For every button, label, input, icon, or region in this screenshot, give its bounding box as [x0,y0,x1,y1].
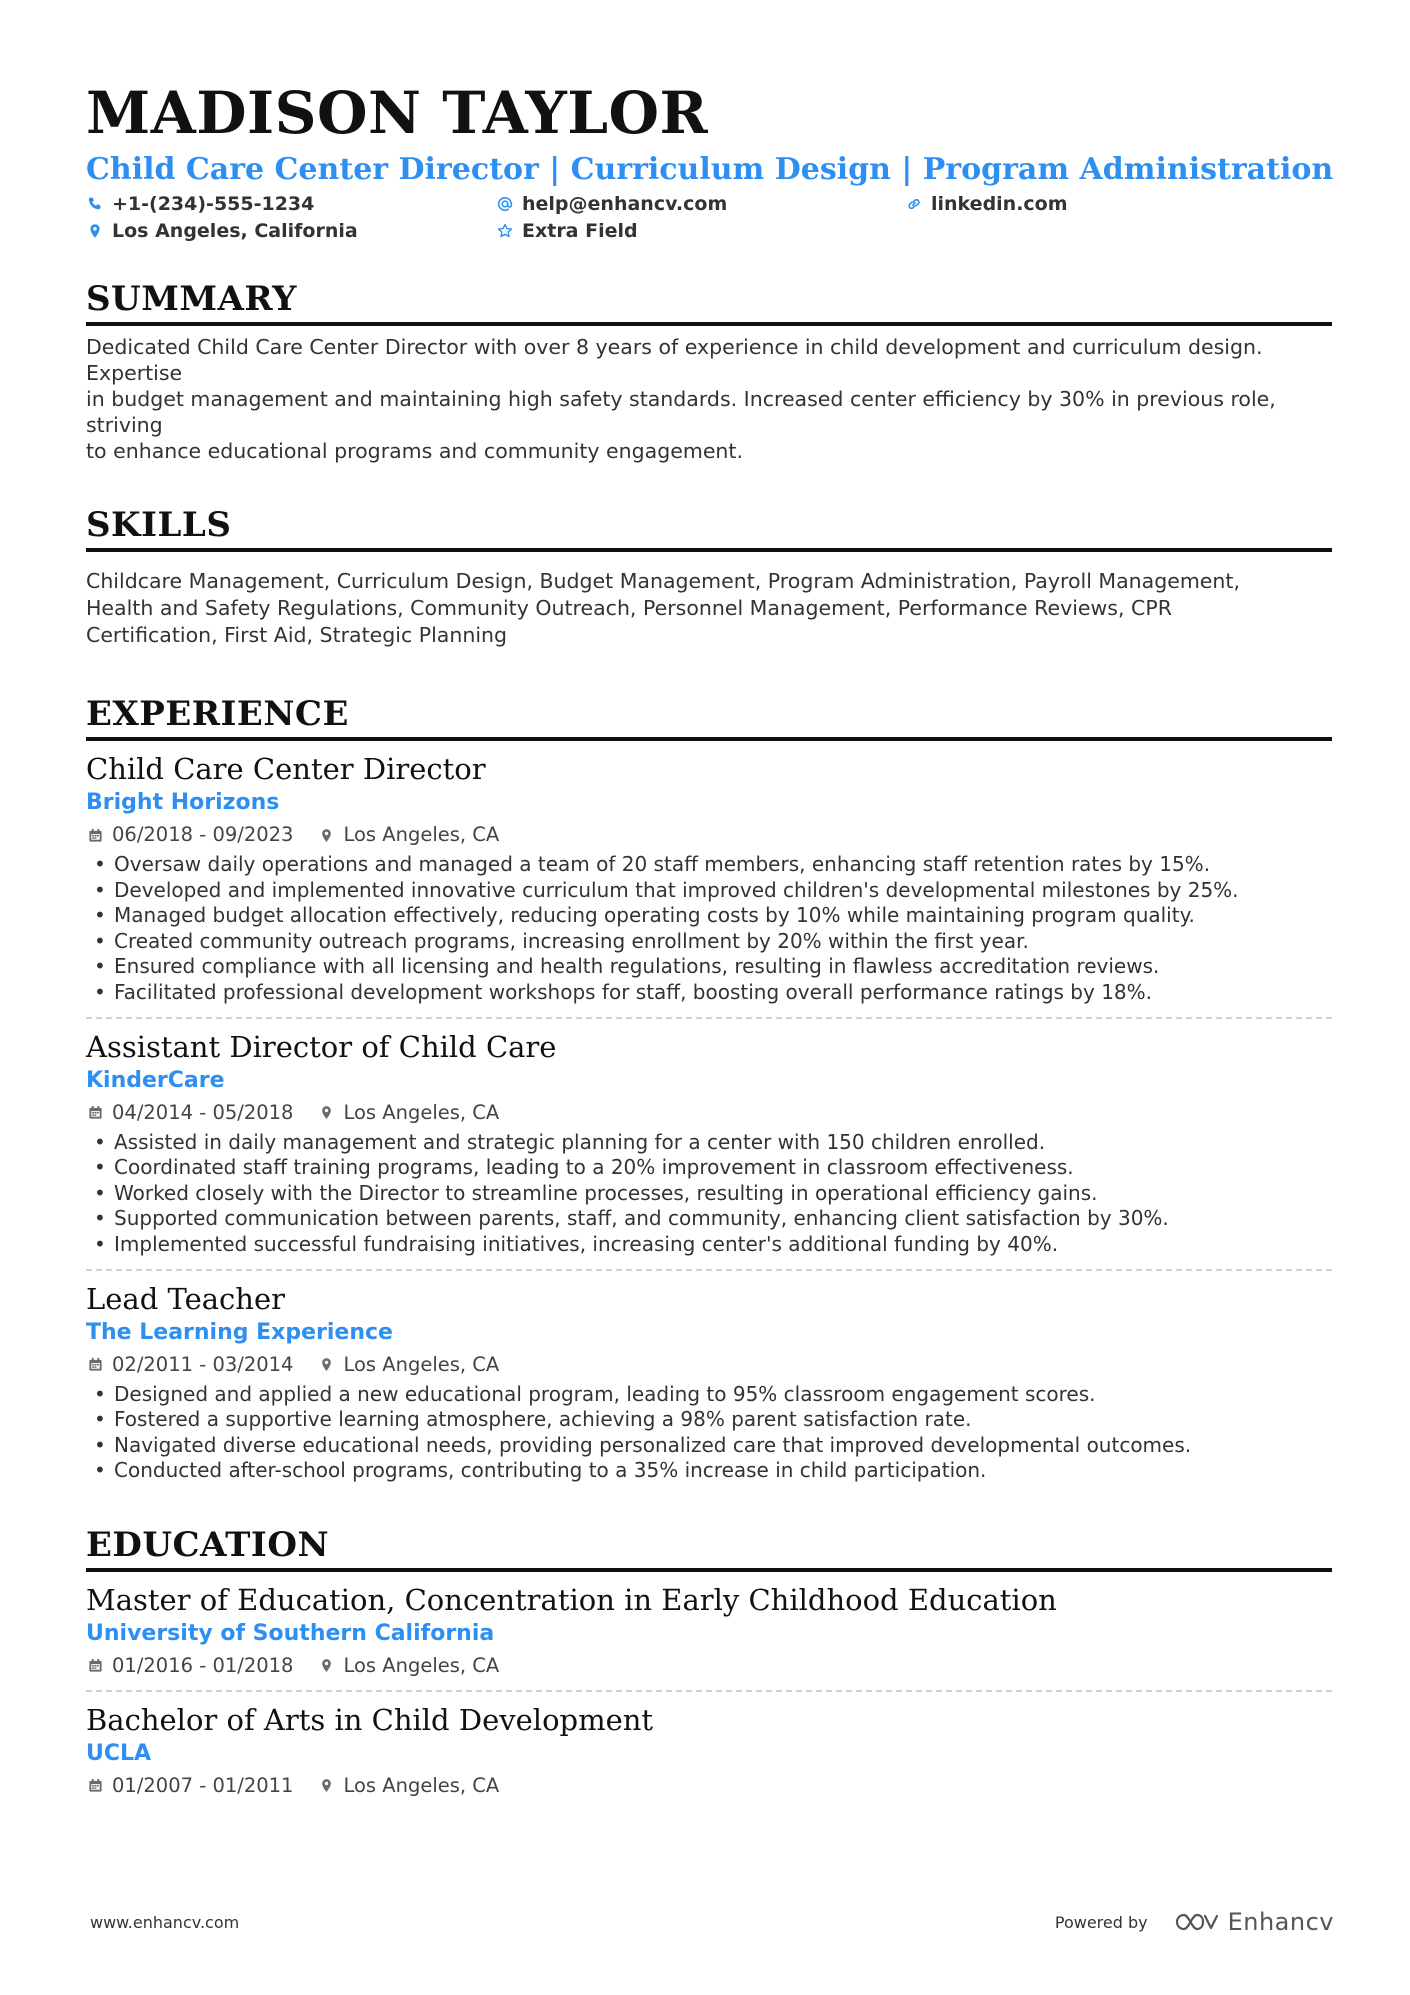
map-pin-icon [317,1104,335,1122]
summary-text [86,334,1332,464]
bullet-item: • Ensured compliance with all licensing and health regulations, resulting in flawless accreditation reviews. [86,954,1332,980]
skills-section [86,504,1332,649]
summary-line: to enhance educational programs and community engagement. [86,439,743,463]
job-bullets [86,1130,1332,1258]
candidate-name: MADISON TAYLOR [86,79,709,147]
bullet-item: • Managed budget allocation effectively, reducing operating costs by 10% while maintaining program quality. [86,903,1332,929]
map-pin-icon [317,1356,335,1374]
calendar-icon [86,1104,104,1122]
powered-by [1055,1908,1334,1936]
job-dates: 02/2011 - 03/2014 [112,1352,294,1376]
location-text: Los Angeles, California [112,219,358,242]
education-entry [86,1702,1332,1799]
skills-heading: SKILLS [86,504,1332,552]
job-title: Lead Teacher [86,1281,285,1316]
job-title: Assistant Director of Child Care [86,1029,557,1064]
map-pin-icon [317,1657,335,1675]
map-pin-icon [317,826,335,844]
contact-location [86,217,358,244]
linkedin-text: linkedin.com [931,192,1068,215]
at-sign-icon [496,195,514,213]
star-icon [496,222,514,240]
job-meta [86,1100,1332,1126]
company-name: The Learning Experience [86,1319,393,1345]
contact-info [86,190,1332,246]
bullet-item: • Created community outreach programs, increasing enrollment by 20% within the first year. [86,929,1332,955]
calendar-icon [86,826,104,844]
job-location: Los Angeles, CA [343,1100,500,1124]
contact-phone[interactable] [86,190,314,217]
entry-divider [86,1690,1332,1692]
footer-website-link[interactable]: www.enhancv.com [90,1912,240,1932]
bullet-item: • Supported communication between parents, staff, and community, enhancing client satisfaction by 30%. [86,1206,1332,1232]
summary-line: Dedicated Child Care Center Director with over 8 years of experience in child development and curriculum design. Expertise [86,335,1263,385]
degree-title: Master of Education, Concentration in Early Childhood Education [86,1582,1057,1617]
job-meta [86,822,1332,848]
bullet-item: • Conducted after-school programs, contributing to a 35% increase in child participation. [86,1458,1332,1484]
phone-text: +1-(234)-555-1234 [112,192,315,215]
education-dates: 01/2007 - 01/2011 [112,1773,294,1797]
experience-section [86,693,1332,1484]
skills-text [86,568,1332,649]
enhancv-logo[interactable] [1174,1908,1334,1936]
enhancv-logo-icon [1174,1911,1220,1933]
bullet-item: • Navigated diverse educational needs, providing personalized care that improved developmental outcomes. [86,1433,1332,1459]
school-name: University of Southern California [86,1620,495,1646]
skills-line: Health and Safety Regulations, Community Outreach, Personnel Management, Performance Reviews, CPR [86,596,1172,620]
email-text: help@enhancv.com [522,192,728,215]
powered-by-label: Powered by [1054,1912,1148,1932]
entry-divider [86,1017,1332,1019]
calendar-icon [86,1356,104,1374]
bullet-item: • Developed and implemented innovative curriculum that improved children's developmental milestones by 25%. [86,878,1332,904]
job-bullets [86,852,1332,1006]
summary-section [86,278,1332,464]
phone-icon [86,195,104,213]
school-name: UCLA [86,1740,152,1766]
summary-heading: SUMMARY [86,278,1332,326]
enhancv-brand: Enhancv [1227,1908,1334,1936]
education-heading: EDUCATION [86,1524,1332,1572]
extra-field-text: Extra Field [522,219,638,242]
summary-line: in budget management and maintaining high safety standards. Increased center efficiency by 30% in previous role, striving [86,387,1276,437]
bullet-item: • Designed and applied a new educational program, leading to 95% classroom engagement scores. [86,1382,1332,1408]
bullet-item: • Oversaw daily operations and managed a team of 20 staff members, enhancing staff retention rates by 15%. [86,852,1332,878]
page-footer [90,1907,1334,1937]
experience-heading: EXPERIENCE [86,693,1332,741]
education-section [86,1524,1332,1799]
education-meta [86,1653,1332,1679]
company-name: KinderCare [86,1067,225,1093]
bullet-item: • Coordinated staff training programs, leading to a 20% improvement in classroom effectiveness. [86,1155,1332,1181]
bullet-item: • Fostered a supportive learning atmosphere, achieving a 98% parent satisfaction rate. [86,1407,1332,1433]
job-dates: 06/2018 - 09/2023 [112,823,294,846]
job-location: Los Angeles, CA [343,1352,500,1376]
candidate-title: Child Care Center Director | Curriculum Design | Program Administration [86,152,1334,187]
experience-entry [86,751,1332,1019]
education-entry [86,1582,1332,1692]
calendar-icon [86,1777,104,1795]
experience-entry [86,1029,1332,1271]
bullet-item: • Assisted in daily management and strategic planning for a center with 150 children enrolled. [86,1130,1332,1156]
calendar-icon [86,1657,104,1675]
company-name: Bright Horizons [86,790,280,815]
experience-entry [86,1281,1332,1484]
bullet-item: • Implemented successful fundraising initiatives, increasing center's additional funding by 40%. [86,1232,1332,1258]
job-meta [86,1352,1332,1378]
contact-linkedin[interactable] [905,190,1068,217]
map-pin-icon [86,222,104,240]
resume-page [86,76,1332,1799]
job-dates: 04/2014 - 05/2018 [112,1100,294,1124]
job-location: Los Angeles, CA [343,823,500,846]
bullet-item: • Facilitated professional development workshops for staff, boosting overall performance ratings by 18%. [86,980,1332,1006]
degree-title: Bachelor of Arts in Child Development [86,1702,654,1737]
education-dates: 01/2016 - 01/2018 [112,1653,294,1677]
education-location: Los Angeles, CA [343,1653,500,1677]
contact-email[interactable] [496,190,727,217]
education-meta [86,1773,1332,1799]
skills-line: Childcare Management, Curriculum Design, Budget Management, Program Administration, Payroll Management, [86,569,1240,593]
job-title: Child Care Center Director [86,752,486,786]
education-location: Los Angeles, CA [343,1773,500,1797]
bullet-item: • Worked closely with the Director to streamline processes, resulting in operational efficiency gains. [86,1181,1332,1207]
skills-line: Certification, First Aid, Strategic Planning [86,623,508,647]
job-bullets [86,1382,1332,1484]
link-icon [905,195,923,213]
entry-divider [86,1269,1332,1271]
contact-extra [496,217,638,244]
map-pin-icon [317,1777,335,1795]
